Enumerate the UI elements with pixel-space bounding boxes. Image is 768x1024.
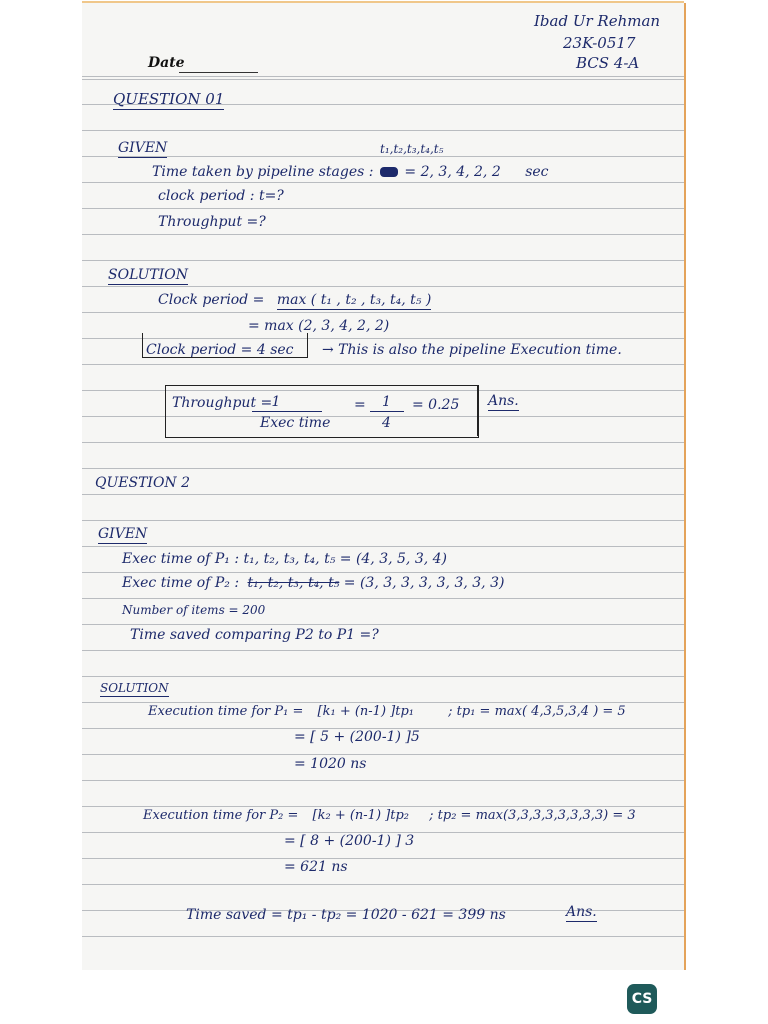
q1-given-line2: clock period : t=?	[158, 188, 284, 204]
ruled-line	[82, 520, 684, 521]
ruled-line	[82, 780, 684, 781]
q1-solution-label: SOLUTION	[108, 267, 188, 283]
p2-line3: = 621 ns	[284, 859, 348, 875]
student-roll: 23K-0517	[563, 34, 636, 52]
ruled-line	[82, 676, 684, 677]
throughput-value: = 0.25	[412, 397, 460, 413]
frac1-denominator: Exec time	[260, 415, 331, 431]
ruled-line	[82, 650, 684, 651]
ruled-line	[82, 234, 684, 235]
ruled-line	[82, 598, 684, 599]
frac2-numerator: 1	[382, 394, 391, 410]
q1-sol-line2: = max (2, 3, 4, 2, 2)	[248, 318, 390, 334]
ruled-line	[82, 936, 684, 937]
q1-sol-line1: Clock period = max ( t₁ , t₂ , t₃, t₄, t₅ )	[158, 292, 432, 308]
q2-given-line3: Number of items = 200	[122, 603, 266, 617]
q1-note: → This is also the pipeline Execution time.	[322, 342, 622, 358]
ruled-line	[82, 312, 684, 313]
q2-given-line2: Exec time of P₂ : t₁, t₂, t₃, t₄, t₅ = (3, 3, 3, 3, 3, 3, 3, 3)	[122, 575, 505, 591]
scribble-mark	[380, 167, 398, 177]
p1-line1: Execution time for P₁ = [k₁ + (n-1) ]tp₁ ; tp₁ = max( 4,3,5,3,4 ) = 5	[148, 704, 626, 719]
ruled-line	[82, 130, 684, 131]
student-section: BCS 4-A	[576, 54, 640, 72]
q1-given-line3: Throughput =?	[158, 214, 266, 230]
ruled-line	[82, 754, 684, 755]
frac1-line	[252, 411, 322, 412]
ruled-line	[82, 79, 684, 80]
p1-line3: = 1020 ns	[294, 756, 367, 772]
student-name: Ibad Ur Rehman	[534, 12, 661, 30]
ruled-line	[82, 624, 684, 625]
ruled-line	[82, 208, 684, 209]
p2-line2: = [ 8 + (200-1) ] 3	[284, 833, 415, 849]
ruled-line	[82, 364, 684, 365]
ruled-line	[82, 182, 684, 183]
frac1-numerator: 1	[271, 394, 281, 410]
frac2-line	[370, 411, 404, 412]
q2-given-line1: Exec time of P₁ : t₁, t₂, t₃, t₄, t₅ = (4, 3, 5, 3, 4)	[122, 551, 448, 567]
ruled-line	[82, 884, 684, 885]
q1-given-line1: Time taken by pipeline stages : = 2, 3, 4, 2, 2 sec	[152, 164, 549, 180]
camscanner-logo-icon: CS	[627, 984, 657, 1014]
ruled-line	[82, 76, 684, 77]
ruled-line	[82, 286, 684, 287]
q2-solution-label: SOLUTION	[100, 681, 169, 695]
q2-final-line: Time saved = tp₁ - tp₂ = 1020 - 621 = 399 ns	[186, 907, 506, 923]
ruled-line	[82, 442, 684, 443]
throughput-box-divider	[477, 385, 478, 436]
p2-line1: Execution time for P₂ = [k₂ + (n-1) ]tp₂ ; tp₂ = max(3,3,3,3,3,3,3,3) = 3	[143, 808, 636, 823]
ruled-line	[82, 468, 684, 469]
ruled-line	[82, 260, 684, 261]
frac2-equals: =	[354, 397, 366, 413]
date-line	[179, 72, 258, 73]
q1-given-label: GIVEN	[118, 140, 168, 156]
q2-answer-mark: Ans.	[566, 904, 597, 920]
boxed-result-text: Clock period = 4 sec	[146, 342, 294, 358]
q1-title: QUESTION 01	[113, 90, 225, 108]
q2-given-label: GIVEN	[98, 526, 148, 542]
ruled-line	[82, 572, 684, 573]
date-label: Date	[148, 55, 185, 71]
q2-given-line4: Time saved comparing P2 to P1 =?	[130, 627, 379, 643]
frac2-denominator: 4	[382, 415, 391, 431]
ruled-line	[82, 858, 684, 859]
q1-answer-mark: Ans.	[488, 393, 519, 409]
p1-line2: = [ 5 + (200-1) ]5	[294, 729, 420, 745]
q2-title: QUESTION 2	[95, 475, 191, 491]
ruled-line	[82, 546, 684, 547]
ruled-line	[82, 494, 684, 495]
throughput-label: Throughput =	[172, 395, 273, 411]
q1-stage-labels: t₁,t₂,t₃,t₄,t₅	[380, 142, 444, 156]
